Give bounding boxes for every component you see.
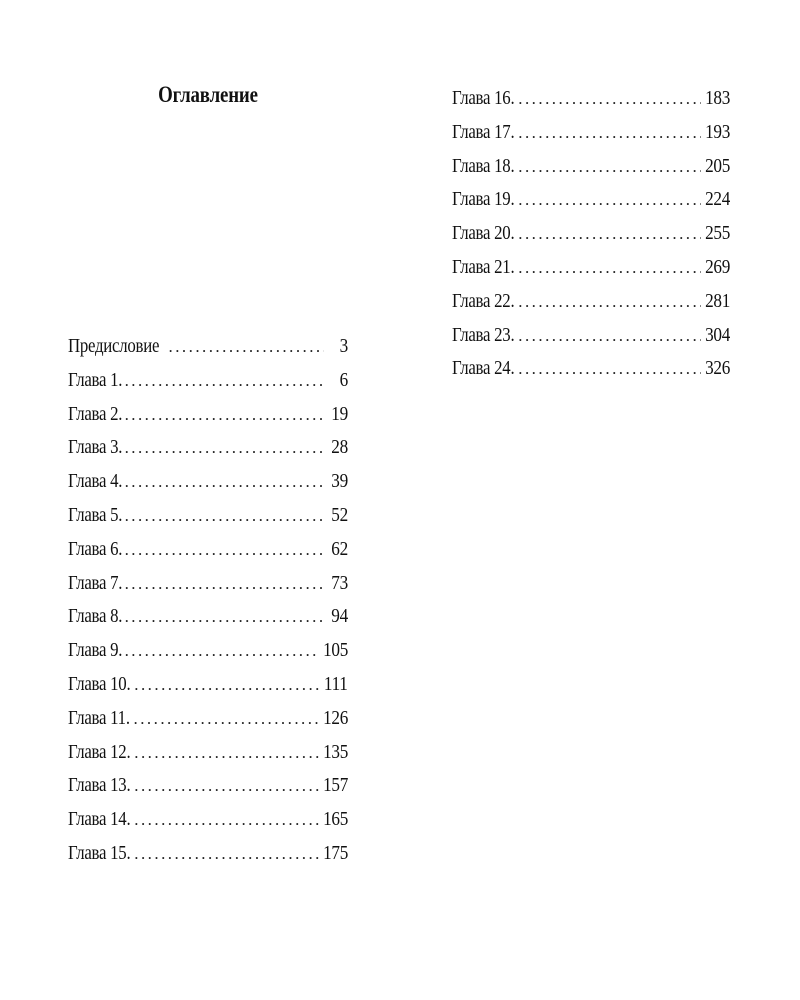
toc-entry-label: Глава 15. bbox=[68, 841, 131, 864]
toc-entry-label: Глава 22. bbox=[452, 289, 515, 312]
dot-leader bbox=[518, 217, 701, 251]
dot-leader bbox=[134, 803, 319, 837]
toc-entry-page: 165 bbox=[322, 808, 348, 831]
toc-entry[interactable] bbox=[68, 398, 348, 432]
toc-entry[interactable] bbox=[68, 431, 348, 465]
toc-entry-label: Глава 14. bbox=[68, 808, 131, 831]
toc-entry-label: Глава 11. bbox=[68, 706, 130, 729]
toc-entry-page: 269 bbox=[704, 255, 730, 278]
dot-leader bbox=[125, 600, 324, 634]
dot-leader bbox=[134, 668, 320, 702]
toc-entry-page: 224 bbox=[704, 188, 730, 211]
toc-entry[interactable] bbox=[68, 736, 348, 770]
dot-leader bbox=[134, 736, 319, 770]
toc-entry-label: Глава 21. bbox=[452, 255, 515, 278]
dot-leader bbox=[518, 319, 701, 353]
dot-leader bbox=[134, 837, 319, 871]
toc-entry-label: Глава 20. bbox=[452, 222, 515, 245]
dot-leader bbox=[134, 769, 319, 803]
toc-entry-label: Глава 23. bbox=[452, 323, 515, 346]
toc-entry-label: Глава 9. bbox=[68, 639, 123, 662]
toc-entry-page: 126 bbox=[322, 706, 348, 729]
toc-entry-page: 135 bbox=[322, 740, 348, 763]
toc-entry-page: 6 bbox=[339, 368, 348, 391]
toc-entry[interactable] bbox=[68, 702, 348, 736]
dot-leader bbox=[125, 465, 324, 499]
toc-entry[interactable] bbox=[452, 217, 730, 251]
toc-entry-label: Глава 19. bbox=[452, 188, 515, 211]
toc-entry-page: 62 bbox=[331, 537, 348, 560]
toc-entry-page: 157 bbox=[322, 774, 348, 797]
toc-right-column bbox=[452, 82, 730, 386]
dot-leader bbox=[518, 251, 701, 285]
toc-entry-page: 52 bbox=[331, 503, 348, 526]
toc-entry-label: Глава 16. bbox=[452, 87, 515, 109]
toc-entry-page: 73 bbox=[331, 571, 348, 594]
toc-entry-page: 193 bbox=[704, 120, 730, 143]
toc-entry[interactable] bbox=[452, 285, 730, 319]
dot-leader bbox=[518, 352, 701, 386]
toc-entry[interactable] bbox=[68, 533, 348, 567]
toc-entry-page: 111 bbox=[324, 672, 348, 695]
toc-entry-page: 183 bbox=[704, 87, 730, 109]
toc-entry[interactable] bbox=[68, 499, 348, 533]
toc-entry-label: Глава 3. bbox=[68, 436, 123, 459]
toc-entry-page: 19 bbox=[331, 402, 348, 425]
toc-entry[interactable] bbox=[68, 803, 348, 837]
toc-entry-page: 255 bbox=[704, 222, 730, 245]
toc-entry-label: Глава 1. bbox=[68, 368, 123, 391]
toc-entry[interactable] bbox=[452, 352, 730, 386]
toc-entry-label: Глава 7. bbox=[68, 571, 123, 594]
toc-entry-label: Глава 24. bbox=[452, 357, 515, 380]
dot-leader bbox=[125, 634, 319, 668]
toc-entry[interactable] bbox=[452, 116, 730, 150]
toc-entry-label: Предисловие bbox=[68, 335, 160, 357]
dot-leader bbox=[125, 533, 324, 567]
dot-leader bbox=[518, 82, 701, 116]
toc-left-column bbox=[68, 330, 348, 871]
toc-entry-label: Глава 2. bbox=[68, 402, 123, 425]
toc-entry[interactable] bbox=[68, 600, 348, 634]
toc-entry-label: Глава 12. bbox=[68, 740, 131, 763]
toc-entry-label: Глава 5. bbox=[68, 503, 123, 526]
toc-entry-page: 105 bbox=[322, 639, 348, 662]
dot-leader bbox=[518, 150, 701, 184]
toc-entry-label: Глава 4. bbox=[68, 470, 123, 493]
toc-entry[interactable] bbox=[68, 567, 348, 601]
toc-entry[interactable] bbox=[68, 330, 348, 364]
dot-leader bbox=[125, 567, 324, 601]
dot-leader bbox=[125, 499, 324, 533]
toc-entry[interactable] bbox=[68, 668, 348, 702]
dot-leader bbox=[125, 398, 324, 432]
toc-entry[interactable] bbox=[452, 150, 730, 184]
toc-entry-page: 39 bbox=[331, 470, 348, 493]
dot-leader bbox=[518, 116, 701, 150]
toc-entry-page: 28 bbox=[331, 436, 348, 459]
dot-leader bbox=[125, 364, 324, 398]
toc-entry-page: 3 bbox=[339, 335, 348, 357]
toc-entry-label: Глава 8. bbox=[68, 605, 123, 628]
dot-leader bbox=[134, 702, 319, 736]
toc-entry[interactable] bbox=[68, 837, 348, 871]
toc-entry-page: 175 bbox=[322, 841, 348, 864]
toc-entry[interactable] bbox=[68, 634, 348, 668]
toc-entry[interactable] bbox=[452, 82, 730, 116]
toc-entry-label: Глава 10. bbox=[68, 672, 131, 695]
toc-entry-label: Глава 13. bbox=[68, 774, 131, 797]
toc-entry-page: 304 bbox=[704, 323, 730, 346]
dot-leader bbox=[169, 330, 324, 364]
toc-entry-page: 94 bbox=[331, 605, 348, 628]
toc-entry-page: 326 bbox=[704, 357, 730, 380]
toc-entry[interactable] bbox=[68, 364, 348, 398]
toc-entry[interactable] bbox=[452, 319, 730, 353]
toc-entry[interactable] bbox=[452, 251, 730, 285]
toc-entry[interactable] bbox=[68, 769, 348, 803]
toc-entry[interactable] bbox=[452, 183, 730, 217]
page-title: Оглавление bbox=[158, 82, 258, 107]
toc-entry-page: 205 bbox=[704, 154, 730, 177]
toc-entry-page: 281 bbox=[704, 289, 730, 312]
dot-leader bbox=[518, 183, 701, 217]
toc-entry-label: Глава 17. bbox=[452, 120, 515, 143]
dot-leader bbox=[518, 285, 701, 319]
toc-entry-label: Глава 6. bbox=[68, 537, 123, 560]
toc-entry-label: Глава 18. bbox=[452, 154, 515, 177]
dot-leader bbox=[125, 431, 324, 465]
toc-entry[interactable] bbox=[68, 465, 348, 499]
